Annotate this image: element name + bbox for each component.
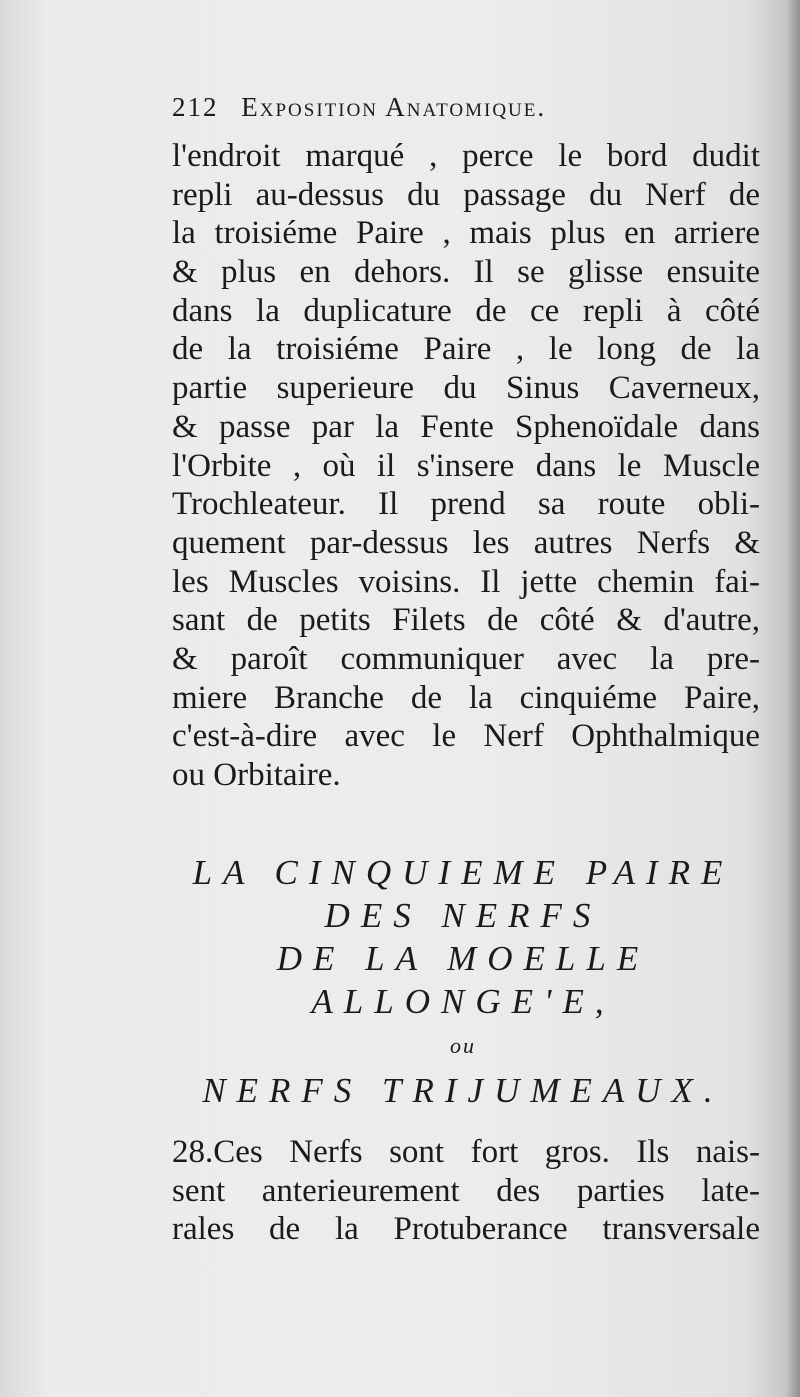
text-line: 28.Ces Nerfs sont fort gros. Ils nais-	[172, 1134, 760, 1170]
text-line: & plus en dehors. Il se glisse ensuite	[172, 254, 760, 291]
text-line: & paroît communiquer avec la pre-	[172, 640, 760, 677]
text-line: c'est-à-dire avec le Nerf Ophthalmique	[172, 718, 760, 755]
heading-line: ALLONGE'E,	[311, 982, 615, 1021]
paragraph-1	[172, 137, 760, 795]
heading-line: DE LA MOELLE	[276, 939, 650, 978]
paragraph-2	[172, 1133, 760, 1249]
heading-conjunction: ou	[450, 1033, 476, 1058]
text-line: quement par-dessus les autres Nerfs &	[172, 524, 760, 561]
text-line: repli au-dessus du passage du Nerf de	[172, 176, 760, 213]
text-line: de la troisiéme Paire , le long de la	[172, 331, 760, 368]
section-heading	[168, 851, 758, 1112]
text-line: les Muscles voisins. Il jette chemin fai-	[172, 563, 760, 600]
text-line: la troisiéme Paire , mais plus en arriere	[172, 215, 760, 252]
running-title: Exposition Anatomique.	[241, 92, 547, 122]
text-line: ou Orbitaire.	[172, 757, 341, 793]
text-line: & passe par la Fente Sphenoïdale dans	[172, 408, 760, 445]
text-line: Trochleateur. Il prend sa route obli-	[172, 486, 760, 523]
heading-line: NERFS TRIJUMEAUX.	[202, 1071, 724, 1110]
text-line: partie superieure du Sinus Caverneux,	[172, 370, 760, 407]
text-line: miere Branche de la cinquiéme Paire,	[172, 679, 760, 716]
running-header	[172, 92, 757, 123]
text-line: l'Orbite , où il s'insere dans le Muscle	[172, 447, 760, 484]
text-line: rales de la Protuberance transversale	[172, 1211, 760, 1248]
heading-line: LA CINQUIEME PAIRE	[192, 853, 734, 892]
heading-line: DES NERFS	[324, 896, 602, 935]
text-line: l'endroit marqué , perce le bord dudit	[172, 138, 760, 174]
text-line: sant de petits Filets de côté & d'autre,	[172, 602, 760, 639]
page-edge-shadow	[786, 0, 800, 1397]
text-line: dans la duplicature de ce repli à côté	[172, 292, 760, 329]
page-number: 212	[172, 92, 219, 122]
text-line: sent anterieurement des parties late-	[172, 1172, 760, 1209]
